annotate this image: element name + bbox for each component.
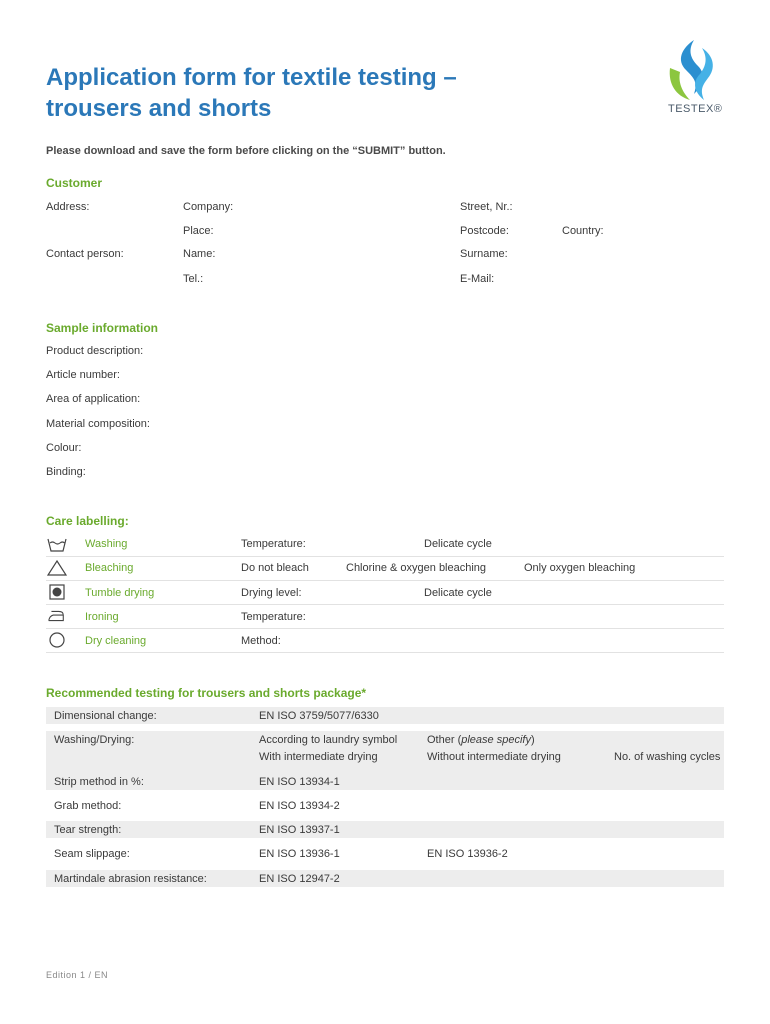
washing-delicate-cycle[interactable]: Delicate cycle (424, 538, 492, 550)
testing-heading: Recommended testing for trousers and shorts package* (46, 686, 367, 700)
care-divider (46, 604, 724, 605)
without-intermediate-drying-option[interactable]: Without intermediate drying (427, 751, 561, 763)
binding-field[interactable]: Binding: (46, 466, 86, 478)
seam-slippage-standard-1[interactable]: EN ISO 13936-1 (259, 848, 340, 860)
row-band (46, 821, 724, 838)
place-field[interactable]: Place: (183, 225, 214, 237)
tear-strength-standard[interactable]: EN ISO 13937-1 (259, 824, 340, 836)
washing-label[interactable]: Washing (85, 538, 128, 550)
washtub-icon (47, 537, 67, 553)
ironing-temperature[interactable]: Temperature: (241, 611, 306, 623)
title-line-1: Application form for textile testing – (46, 64, 457, 91)
tear-strength-label: Tear strength: (54, 824, 122, 836)
grab-method-standard[interactable]: EN ISO 13934-2 (259, 800, 340, 812)
row-band (46, 773, 724, 790)
material-composition-field[interactable]: Material composition: (46, 418, 150, 430)
customer-heading: Customer (46, 176, 103, 190)
address-label: Address: (46, 201, 90, 213)
ironing-label[interactable]: Ironing (85, 611, 119, 623)
dry-cleaning-method[interactable]: Method: (241, 635, 281, 647)
product-description-field[interactable]: Product description: (46, 345, 144, 357)
logo-text: TESTEX® (668, 103, 723, 115)
please-specify-text: please specify (461, 734, 531, 746)
other-prefix: Other ( (427, 734, 462, 746)
strip-method-label: Strip method in %: (54, 776, 144, 788)
edition-footer: Edition 1 / EN (46, 970, 109, 980)
bleaching-label[interactable]: Bleaching (85, 562, 134, 574)
colour-field[interactable]: Colour: (46, 442, 82, 454)
do-not-bleach-option[interactable]: Do not bleach (241, 562, 309, 574)
washing-temperature[interactable]: Temperature: (241, 538, 306, 550)
seam-slippage-label: Seam slippage: (54, 848, 130, 860)
area-of-application-field[interactable]: Area of application: (46, 393, 141, 405)
dimensional-change-label: Dimensional change: (54, 710, 157, 722)
tumble-dry-icon (47, 584, 67, 600)
with-intermediate-drying-option[interactable]: With intermediate drying (259, 751, 378, 763)
care-heading: Care labelling: (46, 514, 129, 528)
contact-person-label: Contact person: (46, 248, 124, 260)
page-title (46, 62, 457, 124)
care-divider (46, 652, 724, 653)
washing-drying-label: Washing/Drying: (54, 734, 135, 746)
other-specify-option[interactable] (427, 734, 535, 746)
care-divider (46, 628, 724, 629)
oxygen-only-option[interactable]: Only oxygen bleaching (524, 562, 636, 574)
postcode-field[interactable]: Postcode: (460, 225, 509, 237)
street-field[interactable]: Street, Nr.: (460, 201, 513, 213)
email-field[interactable]: E-Mail: (460, 273, 495, 285)
seam-slippage-standard-2[interactable]: EN ISO 13936-2 (427, 848, 508, 860)
name-field[interactable]: Name: (183, 248, 216, 260)
title-line-2: trousers and shorts (46, 95, 272, 122)
martindale-label: Martindale abrasion resistance: (54, 873, 207, 885)
tel-field[interactable]: Tel.: (183, 273, 204, 285)
download-notice: Please download and save the form before clicking on the “SUBMIT” button. (46, 145, 446, 157)
drying-delicate-cycle[interactable]: Delicate cycle (424, 587, 492, 599)
drying-level[interactable]: Drying level: (241, 587, 302, 599)
company-field[interactable]: Company: (183, 201, 234, 213)
according-laundry-symbol-option[interactable]: According to laundry symbol (259, 734, 398, 746)
article-number-field[interactable]: Article number: (46, 369, 120, 381)
sample-heading: Sample information (46, 321, 159, 335)
grab-method-label: Grab method: (54, 800, 122, 812)
martindale-standard[interactable]: EN ISO 12947-2 (259, 873, 340, 885)
circle-icon (47, 632, 67, 648)
chlorine-oxygen-option[interactable]: Chlorine & oxygen bleaching (346, 562, 487, 574)
tumble-drying-label[interactable]: Tumble drying (85, 587, 155, 599)
country-field[interactable]: Country: (562, 225, 604, 237)
other-suffix: ) (530, 734, 535, 746)
surname-field[interactable]: Surname: (460, 248, 508, 260)
care-divider (46, 556, 724, 557)
care-divider (46, 580, 724, 581)
iron-icon (46, 608, 66, 624)
strip-method-standard[interactable]: EN ISO 13934-1 (259, 776, 340, 788)
washing-cycles-field[interactable]: No. of washing cycles (614, 751, 721, 763)
dry-cleaning-label[interactable]: Dry cleaning (85, 635, 147, 647)
triangle-icon (47, 560, 67, 576)
dimensional-change-standard[interactable]: EN ISO 3759/5077/6330 (259, 710, 379, 722)
